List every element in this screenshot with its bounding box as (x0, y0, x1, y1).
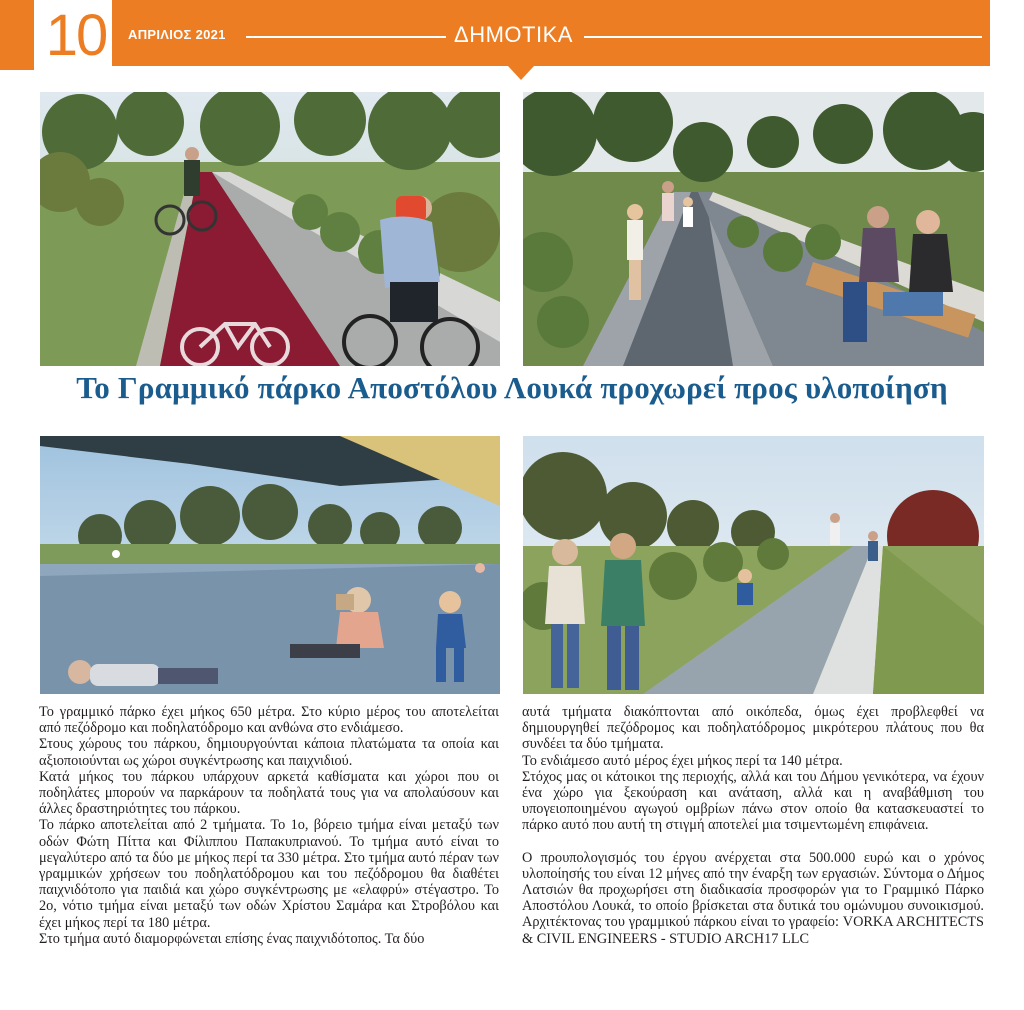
right-paragraph-2: Το ενδιάμεσο αυτό μέρος έχει μήκος περί τα 140 μέτρα. (522, 752, 843, 769)
section-title: ΔΗΜΟΤΙΚΑ (454, 22, 573, 47)
left-paragraph-4: Το πάρκο αποτελείται από 2 τμήματα. Το 1ο, βόρειο τμήμα είναι μεταξύ των οδών Φώτη Πίττα και Φίλιππου Παπακυπριανού. Το τμήμα αυτό είναι το μεγαλύτερο από τα δύο με μήκος περί τα 330 μέτρα. Στο τμήμα αυτό πέραν των γραμμικών χρήσεων του ποδηλατόδρομου και του πεζόδρομου θα διαθέτει παιχνιδότοπο για παιδιά και χώρο συγκέντρωσης με «ελαφρύ» στέγαστρο. Το 2ο, νότιο τμήμα είναι μεταξύ των οδών Χρίστου Σαμάρα και Στροβόλου και έχει μήκος περί τα 180 μέτρα. (39, 817, 499, 931)
left-paragraph-2: Στους χώρους του πάρκου, δημιουργούνται κάποια πλατώματα τα οποία και αξιοποιούνται ως χώροι συγκέντρωσης και παιχνιδιού. (39, 736, 499, 769)
photo-play-area (40, 436, 500, 694)
header-rule-left (246, 36, 446, 38)
article-headline: Το Γραμμικό πάρκο Αποστόλου Λουκά προχωρεί προς υλοποίηση (76, 370, 948, 405)
right-paragraph-4: Ο προυπολογισμός του έργου ανέρχεται στα 500.000 ευρώ και ο χρόνος υλοποίησής του είναι 12 μήνες από την έναρξη των εργασιών. Σύντομα ο Δήμος Λατσιών θα προχωρήσει στη διαδικασία προσφορών για το Γραμμικό Πάρκο Αποστόλου Λουκά, το οποίο βρίσκεται στα δυτικά του ομώνυμου συνοικισμού. Αρχιτέκτονας του γραμμικού πάρκου είναι το γραφείο: VORKA ARCHITECTS & CIVIL ENGINEERS - STUDIO ARCH17 LLC (522, 849, 984, 947)
page-header (0, 0, 1024, 72)
page-number: 10 (34, 0, 118, 70)
paragraph-spacer (522, 834, 984, 850)
right-paragraph-1: αυτά τμήματα διακόπτονται από οικόπεδα, όμως έχει προβλεφθεί να δημιουργηθεί πεζόδρομος και ποδηλατόδρομος μικρότερου πλάτους που θα συνδέει τα δύο τμήματα. (522, 704, 984, 753)
photo-walkway-bench (523, 92, 984, 366)
header-notch (508, 66, 534, 80)
issue-date: ΑΠΡΙΛΙΟΣ 2021 (128, 27, 226, 42)
article-column-right (522, 704, 984, 947)
header-rule-right (584, 36, 982, 38)
photo-cycle-lane (40, 92, 500, 366)
photo-promenade (523, 436, 984, 694)
article-column-left (39, 704, 499, 947)
right-paragraph-3: Στόχος μας οι κάτοικοι της περιοχής, αλλά και του Δήμου γενικότερα, να έχουν ένα χώρο για ξεκούραση και ανάταση, αλλά και η αναβάθμιση του υπογειοποιημένου αγωγού ομβρίων πάνω στον οποίο θα κατασκευαστεί το πάρκο αυτό που αυτή τη στιγμή αποτελεί μια τσιμεντωμένη επιφάνεια. (522, 768, 984, 834)
header-accent-edge (0, 0, 34, 70)
left-paragraph-3: Κατά μήκος του πάρκου υπάρχουν αρκετά καθίσματα και χώροι που οι ποδηλάτες μπορούν να παρκάρουν τα ποδηλατά τους για να απολαύσουν και άλλες δραστηριότητες του πάρκου. (39, 768, 499, 818)
left-paragraph-5: Στο τμήμα αυτό διαμορφώνεται επίσης ένας παιχνιδότοπος. Τα δύο (39, 930, 425, 947)
left-paragraph-1: Το γραμμικό πάρκο έχει μήκος 650 μέτρα. Στο κύριο μέρος του αποτελείται από πεζόδρομο και ποδηλατόδρομο και ανθώνα στο ενδιάμεσο. (39, 704, 499, 737)
